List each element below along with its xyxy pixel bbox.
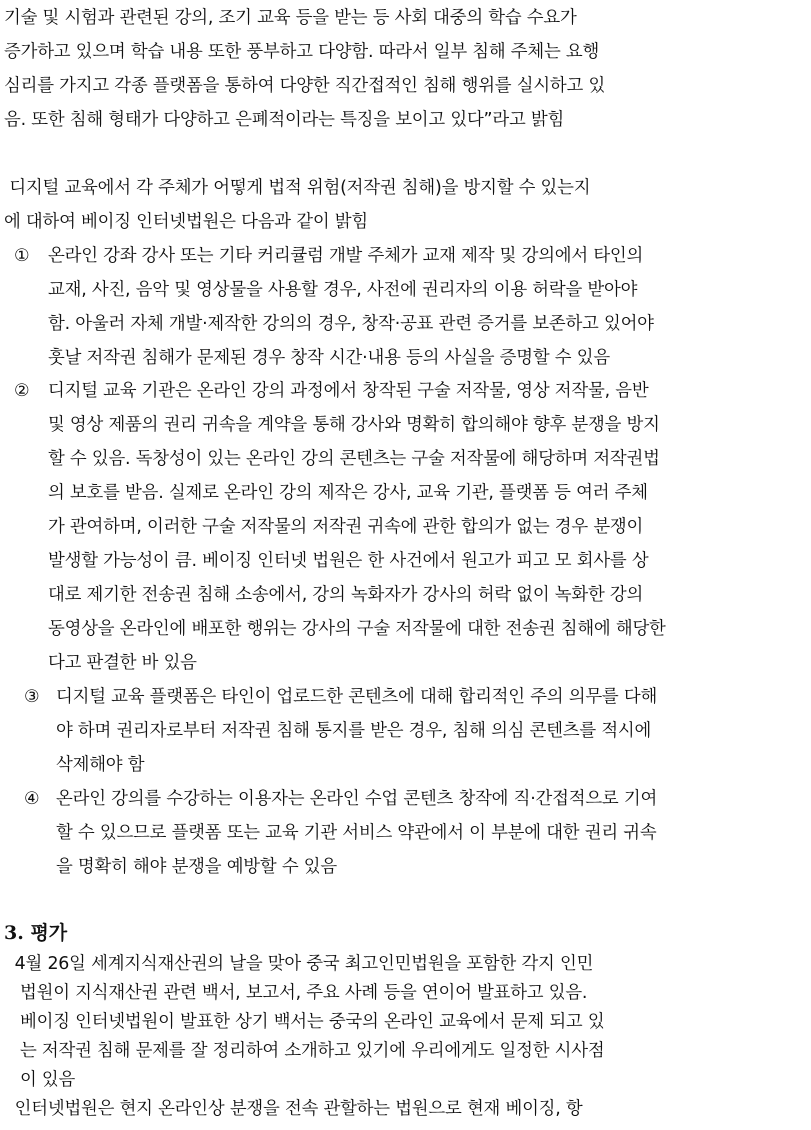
text-line: 심리를 가지고 각종 플랫폼을 통하여 다양한 직간접적인 침해 행위를 실시하고 있 [4, 76, 606, 96]
text-line: 베이징 인터넷법원이 발표한 상기 백서는 중국의 온라인 교육에서 문제 되고 있 [20, 1012, 605, 1032]
text-line: 의 보호를 받음. 실제로 온라인 강의 제작은 강사, 교육 기관, 플랫폼 등 여러 주체 [48, 483, 648, 503]
text-line: 에 대하여 베이징 인터넷법원은 다음과 같이 밝힘 [4, 212, 368, 232]
text-line: 가 관여하며, 이러한 구술 저작물의 저작권 귀속에 관한 합의가 없는 경우 분쟁이 [48, 517, 644, 537]
text-line: 디지털 교육 플랫폼은 타인이 업로드한 콘텐츠에 대해 합리적인 주의 의무를 다해 [56, 687, 658, 707]
text-line: 발생할 가능성이 큼. 베이징 인터넷 법원은 한 사건에서 원고가 피고 모 회사를 상 [48, 551, 649, 571]
text-line: 기술 및 시험과 관련된 강의, 조기 교육 등을 받는 등 사회 대중의 학습 수요가 [4, 8, 577, 28]
text-line: 삭제해야 함 [56, 755, 145, 775]
text-line: 온라인 강좌 강사 또는 기타 커리큘럼 개발 주체가 교재 제작 및 강의에서 타인의 [48, 246, 644, 266]
text-line: 대로 제기한 전송권 침해 소송에서, 강의 녹화자가 강사의 허락 없이 녹화한 강의 [48, 585, 644, 605]
text-line: 이 있음 [20, 1070, 76, 1090]
text-line: 야 하며 권리자로부터 저작권 침해 통지를 받은 경우, 침해 의심 콘텐츠를 적시에 [56, 721, 652, 741]
text-line: 음. 또한 침해 형태가 다양하고 은폐적이라는 특징을 보이고 있다”라고 밝힘 [4, 110, 565, 130]
text-line: 인터넷법원은 현지 온라인상 분쟁을 전속 관할하는 법원으로 현재 베이징, 항 [4, 1099, 583, 1119]
text-line: 훗날 저작권 침해가 문제된 경우 창작 시간·내용 등의 사실을 증명할 수 있음 [48, 348, 610, 368]
item-number: ④ [24, 789, 40, 809]
text-line: 증가하고 있으며 학습 내용 또한 풍부하고 다양함. 따라서 일부 침해 주체는 요행 [4, 42, 600, 62]
text-line: 4월 26일 세계지식재산권의 날을 맞아 중국 최고인민법원을 포함한 각지 인민 [4, 954, 594, 974]
text-line: 교재, 사진, 음악 및 영상물을 사용할 경우, 사전에 권리자의 이용 허락을 받아야 [48, 280, 638, 300]
text-line: 는 저작권 침해 문제를 잘 정리하여 소개하고 있기에 우리에게도 일정한 시사점 [20, 1041, 605, 1061]
text-line: 디지털 교육에서 각 주체가 어떻게 법적 위험(저작권 침해)을 방지할 수 있는지 [4, 178, 591, 198]
text-line: 및 영상 제품의 권리 귀속을 계약을 통해 강사와 명확히 합의해야 향후 분쟁을 방지 [48, 415, 660, 435]
text-line: 다고 판결한 바 있음 [48, 653, 197, 673]
item-number: ② [14, 381, 30, 401]
text-line: 할 수 있으므로 플랫폼 또는 교육 기관 서비스 약관에서 이 부분에 대한 권리 귀속 [56, 823, 657, 843]
text-line: 온라인 강의를 수강하는 이용자는 온라인 수업 콘텐츠 창작에 직·간접적으로 기여 [56, 789, 658, 809]
section-heading: 3. 평가 [4, 922, 68, 944]
text-line: 디지털 교육 기관은 온라인 강의 과정에서 창작된 구술 저작물, 영상 저작물, 음반 [48, 381, 649, 401]
text-line: 법원이 지식재산권 관련 백서, 보고서, 주요 사례 등을 연이어 발표하고 있음. [20, 983, 588, 1003]
item-number: ① [14, 246, 30, 266]
text-line: 함. 아울러 자체 개발·제작한 강의의 경우, 창작·공표 관련 증거를 보존하고 있어야 [48, 314, 654, 334]
text-line: 을 명확히 해야 분쟁을 예방할 수 있음 [56, 857, 337, 877]
text-line: 동영상을 온라인에 배포한 행위는 강사의 구술 저작물에 대한 전송권 침해에 해당한 [48, 619, 666, 639]
text-line: 할 수 있음. 독창성이 있는 온라인 강의 콘텐츠는 구술 저작물에 해당하며 저작권법 [48, 449, 660, 469]
item-number: ③ [24, 687, 40, 707]
